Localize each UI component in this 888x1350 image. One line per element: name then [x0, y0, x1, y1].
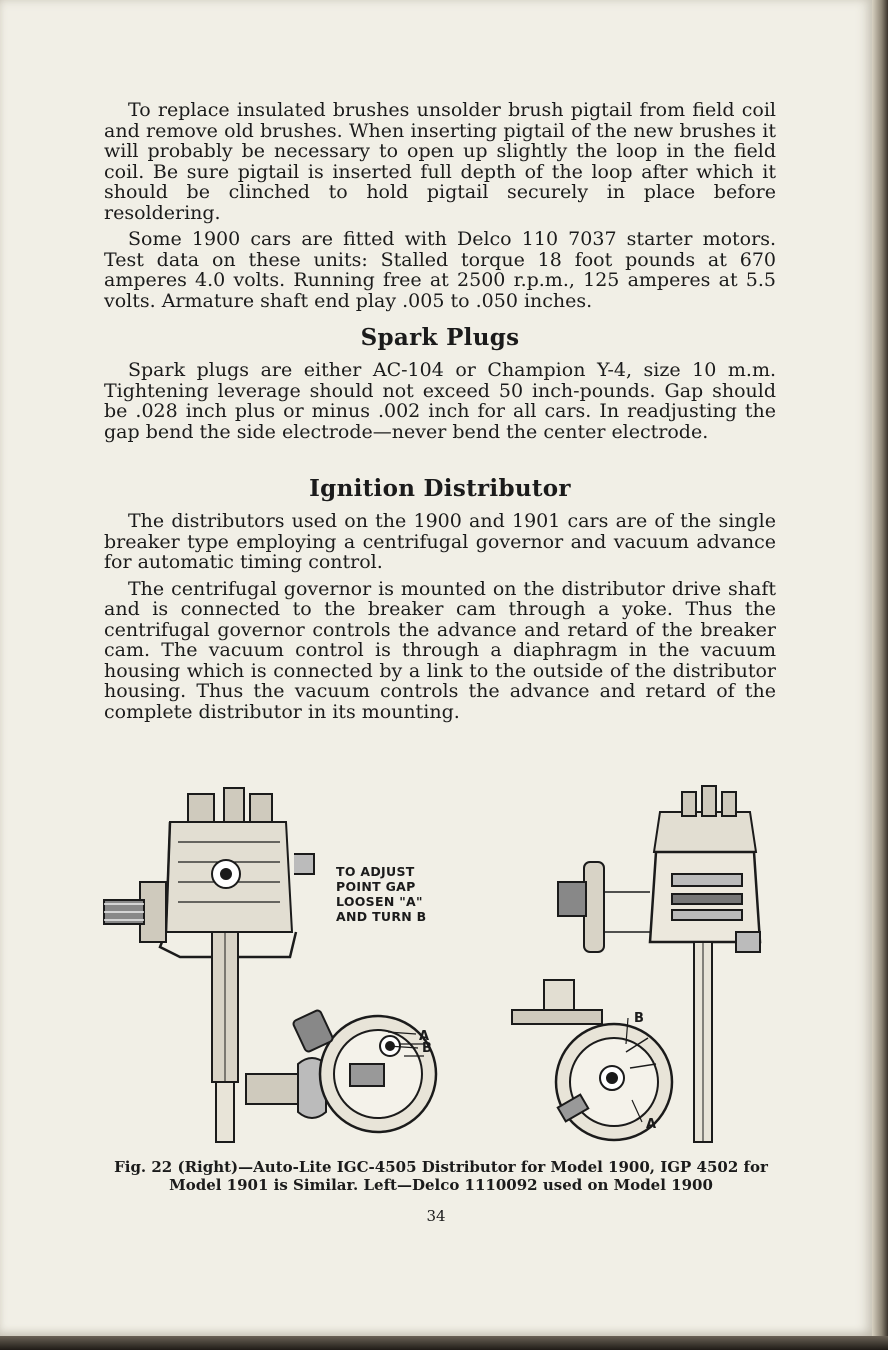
intro-section	[104, 100, 776, 311]
auto-lite-label-a: A	[646, 1117, 657, 1132]
paragraph-spark-plugs: Spark plugs are either AC-104 or Champion Y-4, size 10 m.m. Tightening leverage should not exceed 50 inch-pounds. Gap should be .028 inch plus or minus .002 inch for all cars. In readjusting the gap bend the side electrode—never bend the center electrode.	[104, 359, 776, 443]
paragraph-brushes: To replace insulated brushes unsolder brush pigtail from field coil and remove old brushes. When inserting pigtail of the new brushes it will probably be necessary to open up slightly the loop in the field coil. Be sure pigtail is inserted full depth of the loop after which it should be clinched to hold pigtail securely in place before resoldering.	[104, 99, 776, 224]
distributor-illustrations	[100, 782, 780, 1152]
paragraph-distributor-types: The distributors used on the 1900 and 1901 cars are of the single breaker type employing a centrifugal governor and vacuum advance for automatic timing control.	[104, 510, 776, 573]
page-bottom-edge	[0, 1336, 888, 1350]
delco-label-b: B	[422, 1041, 432, 1056]
ignition-distributor-section-heading	[104, 475, 776, 502]
auto-lite-breaker-detail-drawing	[512, 980, 672, 1140]
spark-plugs-section	[104, 360, 776, 442]
figure-caption: Fig. 22 (Right)—Auto-Lite IGC-4505 Distributor for Model 1900, IGP 4502 for Model 1901 is Similar. Left—Delco 1110092 used on Model 1900	[114, 1158, 768, 1194]
delco-breaker-detail-drawing	[246, 1009, 436, 1132]
page-number: 34	[426, 1207, 446, 1225]
adjust-point-gap-note: TO ADJUST POINT GAP LOOSEN "A" AND TURN B	[336, 864, 427, 924]
delco-label-a: A	[419, 1029, 430, 1044]
auto-lite-label-b: B	[634, 1011, 644, 1026]
spark-plugs-section-heading	[104, 324, 776, 351]
distributor-figure	[100, 782, 780, 1152]
paragraph-centrifugal-governor: The centrifugal governor is mounted on the distributor drive shaft and is connected to the breaker cam through a yoke. Thus the centrifugal governor controls the advance and retard of the breaker cam. The vacuum control is through a diaphragm in the vacuum housing which is connected by a link to the outside of the distributor housing. Thus the vacuum controls the advance and retard of the complete distributor in its mounting.	[104, 577, 776, 723]
spark-plugs-heading: Spark Plugs	[360, 324, 520, 351]
ignition-distributor-section	[104, 511, 776, 722]
paragraph-starter-motors: Some 1900 cars are fitted with Delco 110 7037 starter motors. Test data on these units: Stalled torque 18 foot pounds at 670 amperes 4.0 volts. Running free at 2500 r.p.m., 125 amperes at 5.5 volts. Armature shaft end play .005 to .050 inches.	[104, 228, 776, 312]
page-edge	[872, 0, 888, 1350]
ignition-distributor-heading: Ignition Distributor	[309, 475, 571, 502]
